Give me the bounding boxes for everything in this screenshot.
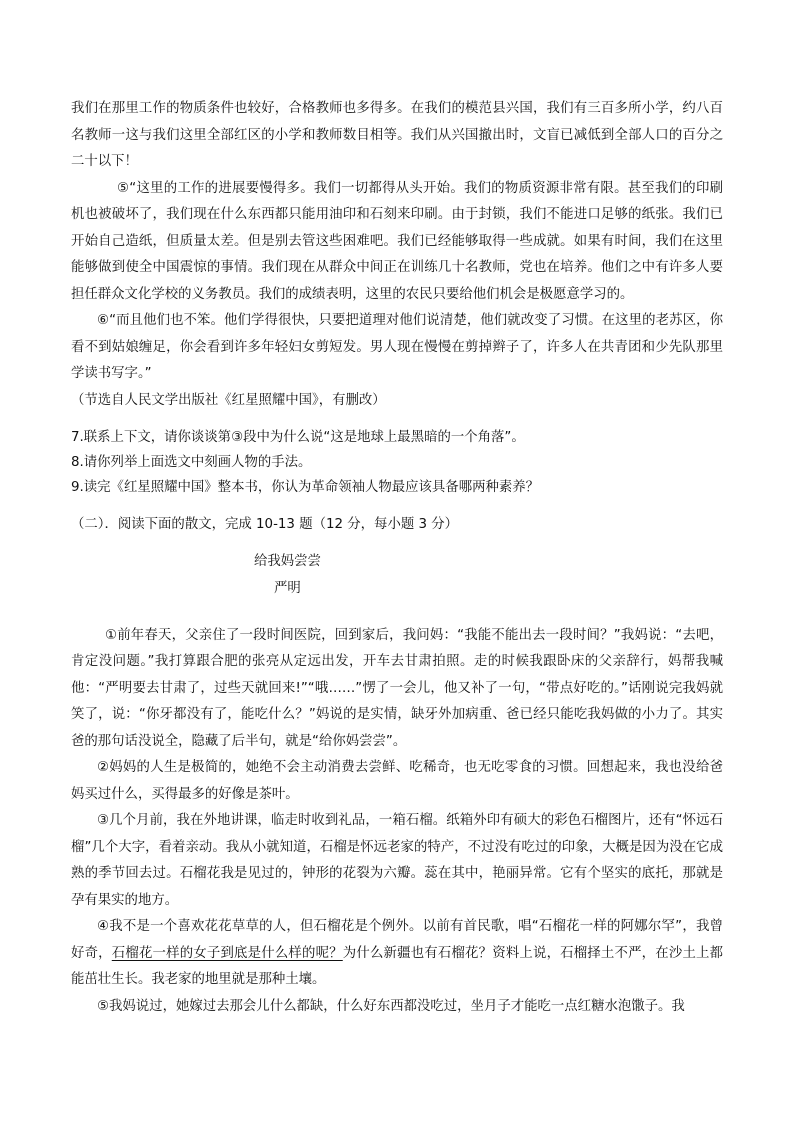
source-note: （节选自人民文学出版社《红星照耀中国》，有删改） (71, 392, 386, 408)
spacer (71, 537, 723, 549)
question-9: 9.读完《红星照耀中国》整本书，你认为革命领袖人物最应该具备哪两种素养？ (71, 479, 540, 495)
essay-paragraph-5: ⑤我妈说过，她嫁过去那会儿什么都缺，什么好东西都没吃过，坐月子才能吃一点红糖水泡馓子。我 (97, 998, 685, 1014)
essay-author: 严明 (274, 580, 301, 596)
question-7: 7.联系上下文，请你谈谈第③段中为什么说“这是地球上最黑暗的一个角落”。 (71, 429, 525, 445)
paragraph-5: ⑤“这里的工作的进展要慢得多。我们一切都得从头开始。我们的物质资源非常有限。甚至我们的印刷机也被破坏了，我们现在什么东西都只能用油印和石刻来印刷。由于封锁，我们不能进口足够的纸张。我们已开始自己造纸，但质量太差。但是别去管这些困难吧。我们已经能够取得一些成就。如果有时间，我们在这里能够做到使全中国震惊的事情。我们现在从群众中间正在训练几十名教师，党也在培养。他们之中有许多人要担任群众文化学校的义务教员。我们的成绩表明，这里的农民只要给他们机会是极愿意学习的。 (71, 180, 723, 302)
spacer (71, 500, 723, 512)
paragraph-continued: 我们在那里工作的物质条件也较好，合格教师也多得多。在我们的模范县兴国，我们有三百多所小学，约八百名教师一这与我们这里全部红区的小学和教师数目相等。我们从兴国撤出时，文盲已减低到全部人口的百分之二十以下！ (71, 101, 723, 169)
essay-paragraph-3: ③几个月前，我在外地讲课，临走时收到礼品，一箱石榴。纸箱外印有硕大的彩色石榴图片，还有“怀远石榴”几个大字，看着亲动。我从小就知道，石榴是怀远老家的特产，不过没有吃过的印象，大概是因为没在它成熟的季节回去过。石榴花我是见过的，钟形的花裂为六瓣。蕊在其中，艳丽异常。它有个坚实的底托，那就是孕有果实的地方。 (71, 813, 723, 908)
question-8: 8.请你列举上面选文中刻画人物的手法。 (71, 454, 312, 470)
document-page (71, 96, 723, 1020)
underlined-sentence: 石榴花一样的女子到底是什么样的呢？ (111, 945, 343, 961)
essay-paragraph-4-part-a: ④我不是一个喜欢花花草草的人，但石榴花是个例外。以前有首民歌，唱“石榴花一样的阿娜尔罕”，我曾好奇， (71, 919, 723, 961)
paragraph-6: ⑥“而且他们也不笨。他们学得很快，只要把道理对他们说清楚，他们就改变了习惯。在这里的老苏区，你看不到姑娘缠足，你会看到许多年轻妇女剪短发。男人现在慢慢在剪掉辫子了，许多人在共青团和少先队那里学读书写字。” (71, 313, 723, 381)
essay-paragraph-2: ②妈妈的人生是极简的，她绝不会主动消费去尝鲜、吃稀奇，也无吃零食的习惯。回想起来，我也没给爸妈买过什么，买得最多的好像是茶叶。 (71, 760, 723, 802)
essay-paragraph-1: ①前年春天，父亲住了一段时间医院，回到家后，我问妈：“我能不能出去一段时间？”我妈说：“去吧，肯定没问题。”我打算跟合肥的张亮从定远出发，开车去甘肃拍照。走的时候我跟卧床的父亲辞行，妈帮我喊他：“严明要去甘肃了，过些天就回来!”“哦……”愣了一会儿，他又补了一句，“带点好吃的。”话刚说完我妈就笑了，说：“你牙都没有了，能吃什么？”妈说的是实情，缺牙外加病重、爸已经只能吃我妈做的小力了。其实爸的那句话没说全，隐藏了后半句，就是“给你妈尝尝”。 (71, 627, 723, 749)
section-heading: （二）．阅读下面的散文，完成 10-13 题（12 分，每小题 3 分） (71, 516, 459, 532)
spacer (71, 413, 723, 425)
spacer (71, 601, 723, 623)
essay-paragraph-4-part-b: 为什么新疆也有石榴花？资料上说，石榴择土不严，在沙土上都能茁壮生长。我老家的地里就是那种土壤。 (71, 945, 724, 987)
essay-title: 给我妈尝尝 (254, 553, 321, 569)
essay-paragraph-4 (71, 914, 723, 994)
